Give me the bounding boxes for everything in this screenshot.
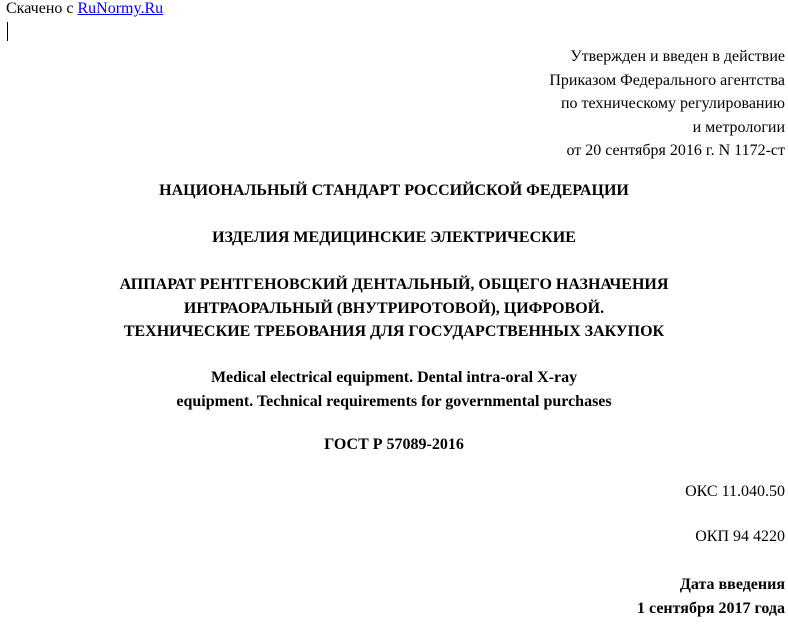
source-prefix: Скачено с xyxy=(6,0,78,17)
okp-code: ОКП 94 4220 xyxy=(695,528,785,545)
standard-subject: ИЗДЕЛИЯ МЕДИЦИНСКИЕ ЭЛЕКТРИЧЕСКИЕ xyxy=(212,229,576,246)
english-title-line: Medical electrical equipment. Dental intra-oral X-ray xyxy=(210,369,578,386)
approval-line: от 20 сентября 2016 г. N 1172-ст xyxy=(566,142,785,159)
introduction-date-label: Дата введения xyxy=(679,576,785,593)
approval-line: Утвержден и введен в действие xyxy=(570,48,785,65)
main-title-line: АППАРАТ РЕНТГЕНОВСКИЙ ДЕНТАЛЬНЫЙ, ОБЩЕГО НАЗНАЧЕНИЯ xyxy=(119,276,669,293)
runormy-link[interactable]: RuNormy.Ru xyxy=(77,0,164,17)
source-line xyxy=(6,0,163,18)
text-cursor xyxy=(7,22,8,41)
oks-code: ОКС 11.040.50 xyxy=(685,483,785,500)
main-title-line: ТЕХНИЧЕСКИЕ ТРЕБОВАНИЯ ДЛЯ ГОСУДАРСТВЕННЫХ ЗАКУПОК xyxy=(123,323,665,340)
introduction-date: 1 сентября 2017 года xyxy=(637,599,785,617)
introduction-date-block xyxy=(637,573,785,620)
approval-line: Приказом Федерального агентства xyxy=(549,71,785,89)
national-standard-title: НАЦИОНАЛЬНЫЙ СТАНДАРТ РОССИЙСКОЙ ФЕДЕРАЦИИ xyxy=(159,182,629,199)
main-title-line: ИНТРАОРАЛЬНЫЙ (ВНУТРИРОТОВОЙ), ЦИФРОВОЙ. xyxy=(183,299,605,317)
english-title xyxy=(0,366,788,413)
approval-line: и метрологии xyxy=(692,118,785,136)
approval-line: по техническому регулированию xyxy=(560,95,785,112)
standard-main-title xyxy=(0,273,788,344)
english-title-line: equipment. Technical requirements for governmental purchases xyxy=(176,392,612,410)
approval-block xyxy=(549,45,785,163)
gost-number: ГОСТ Р 57089-2016 xyxy=(324,436,464,453)
